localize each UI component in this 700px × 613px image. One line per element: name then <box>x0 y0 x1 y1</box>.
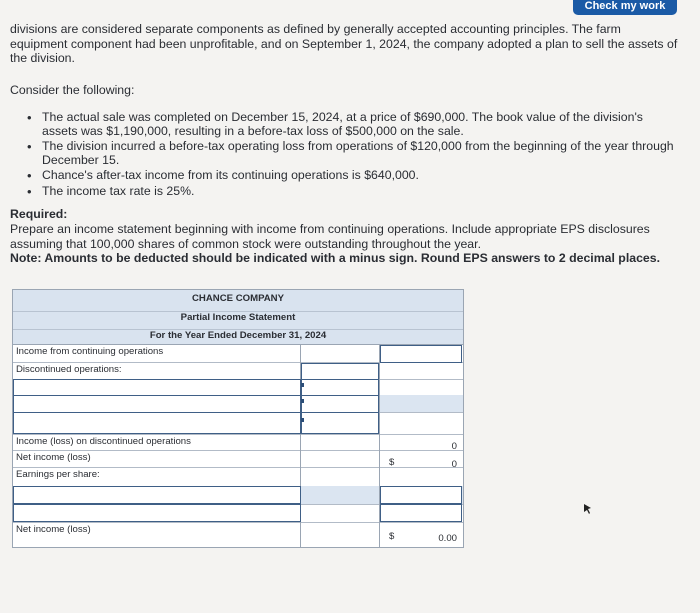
statement-header <box>13 290 463 345</box>
statement-title: Partial Income Statement <box>13 311 463 323</box>
list-item: • Chance's after-tax income from its continuing operations is $640,000. <box>24 169 674 183</box>
required-text: Prepare an income statement beginning with income from continuing operations. Include appropriate EPS disclosures assuming that 100,000 shares of common stock were outstanding throughout the year. <box>10 222 650 251</box>
eps-amount-1-input[interactable] <box>380 486 462 504</box>
discontinued-ops-label: Discontinued operations: <box>16 364 122 375</box>
dropdown-marker-icon <box>301 399 304 403</box>
disc-ops-amount-1-input[interactable] <box>301 379 379 396</box>
list-item: • The actual sale was completed on December 15, 2024, at a price of $690,000. The book value of the division's assets was $1,190,000, resulting in a before-tax loss of $500,000 on the sale. <box>24 111 674 138</box>
continuing-ops-label: Income from continuing operations <box>16 346 164 357</box>
table-row <box>13 467 463 487</box>
eps-amount-2-input[interactable] <box>380 504 462 522</box>
mouse-pointer-icon <box>583 503 593 515</box>
consider-label: Consider the following: <box>10 83 135 97</box>
statement-period: For the Year Ended December 31, 2024 <box>13 329 463 341</box>
dropdown-marker-icon <box>301 383 304 387</box>
currency-symbol: $ <box>389 457 395 468</box>
currency-symbol: $ <box>389 531 395 542</box>
continuing-ops-amount-input[interactable] <box>380 345 462 363</box>
list-item: • The division incurred a before-tax operating loss from operations of $120,000 from the beginning of the year through December 15. <box>24 140 674 167</box>
required-heading: Required: <box>10 207 68 221</box>
dropdown-marker-icon <box>301 418 304 422</box>
income-statement-table <box>12 289 464 548</box>
disc-ops-label-3-input[interactable] <box>13 412 301 434</box>
disc-ops-label-2-input[interactable] <box>13 395 301 413</box>
eps-label: Earnings per share: <box>16 469 100 480</box>
disc-ops-label-1-input[interactable] <box>13 379 301 396</box>
net-income-label: Net income (loss) <box>16 452 91 463</box>
company-name: CHANCE COMPANY <box>191 293 285 304</box>
disc-ops-income-label: Income (loss) on discontinued operations <box>16 436 191 447</box>
facts-list <box>24 111 674 201</box>
check-my-work-button[interactable]: Check my work <box>573 0 677 15</box>
disc-ops-income-value: 0 <box>451 441 457 452</box>
list-item: • The income tax rate is 25%. <box>24 185 674 199</box>
eps-net-income-value: 0.00 <box>438 533 457 544</box>
eps-label-1-input[interactable] <box>13 486 301 504</box>
disc-ops-item-1-input[interactable] <box>301 363 379 380</box>
net-income-value: 0 <box>451 459 457 470</box>
table-row <box>13 362 463 380</box>
disc-ops-amount-3-input[interactable] <box>301 412 379 434</box>
eps-net-income-label: Net income (loss) <box>16 524 91 535</box>
eps-label-2-input[interactable] <box>13 504 301 522</box>
intro-paragraph: divisions are considered separate components as defined by generally accepted accounting principles. The farm equipment component had been unprofitable, and on September 1, 2024, the company adopted a plan to sell the assets of the division. <box>10 22 678 65</box>
disc-ops-amount-2-input[interactable] <box>301 395 379 413</box>
required-note: Note: Amounts to be deducted should be indicated with a minus sign. Round EPS answers to 2 decimal places. <box>10 251 661 265</box>
